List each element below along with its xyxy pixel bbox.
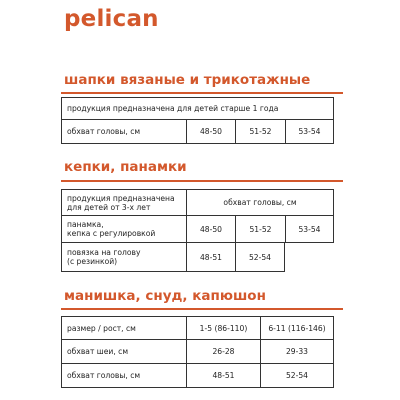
row-label-headband bbox=[61, 243, 186, 272]
row-label-head-circumference: обхват головы, см bbox=[61, 364, 186, 388]
age-note-cell bbox=[61, 189, 186, 216]
size-value-cell: 1-5 (86-110) bbox=[186, 316, 260, 340]
row-label-line: панамка, bbox=[67, 220, 104, 229]
section-title-knitted-hats: шапки вязаные и трикотажные bbox=[64, 72, 311, 88]
row-label-neck-circumference: обхват шеи, см bbox=[61, 340, 186, 364]
section-divider bbox=[61, 92, 343, 94]
size-value-cell: 48-51 bbox=[186, 364, 260, 388]
section-title-dickey-snood-hood: манишка, снуд, капюшон bbox=[64, 288, 266, 304]
size-value-cell: 52-54 bbox=[260, 364, 334, 388]
row-label-size-height: размер / рост, см bbox=[61, 316, 186, 340]
brand-logo: pelican bbox=[64, 6, 159, 32]
section-divider bbox=[61, 308, 343, 310]
size-value-cell: 48-50 bbox=[186, 216, 235, 243]
section-title-caps-panamas: кепки, панамки bbox=[64, 159, 187, 175]
size-value-cell: 51-52 bbox=[235, 119, 285, 144]
age-note-cell: продукция предназначена для детей старше 1 года bbox=[61, 97, 334, 120]
row-label-head-circumference: обхват головы, см bbox=[61, 119, 186, 144]
size-value-cell: 26-28 bbox=[186, 340, 260, 364]
section-divider bbox=[61, 180, 343, 182]
size-value-cell: 52-54 bbox=[235, 243, 285, 272]
size-value-cell: 48-50 bbox=[186, 119, 235, 144]
row-label-line: кепка с регулировкой bbox=[67, 229, 156, 238]
size-value-cell: 51-52 bbox=[235, 216, 285, 243]
row-label-line: повязка на голову bbox=[67, 248, 141, 257]
age-note-line: для детей от 3-х лет bbox=[67, 202, 151, 212]
row-label-line: (с резинкой) bbox=[67, 257, 118, 266]
size-value-cell: 6-11 (116-146) bbox=[260, 316, 334, 340]
size-value-cell: 53-54 bbox=[285, 216, 334, 243]
row-label-panama-cap bbox=[61, 216, 186, 243]
header-head-circumference: обхват головы, см bbox=[186, 189, 334, 216]
age-note-line: продукция предназначена bbox=[67, 193, 175, 203]
size-value-cell: 53-54 bbox=[285, 119, 334, 144]
size-value-cell: 29-33 bbox=[260, 340, 334, 364]
size-value-cell: 48-51 bbox=[186, 243, 235, 272]
